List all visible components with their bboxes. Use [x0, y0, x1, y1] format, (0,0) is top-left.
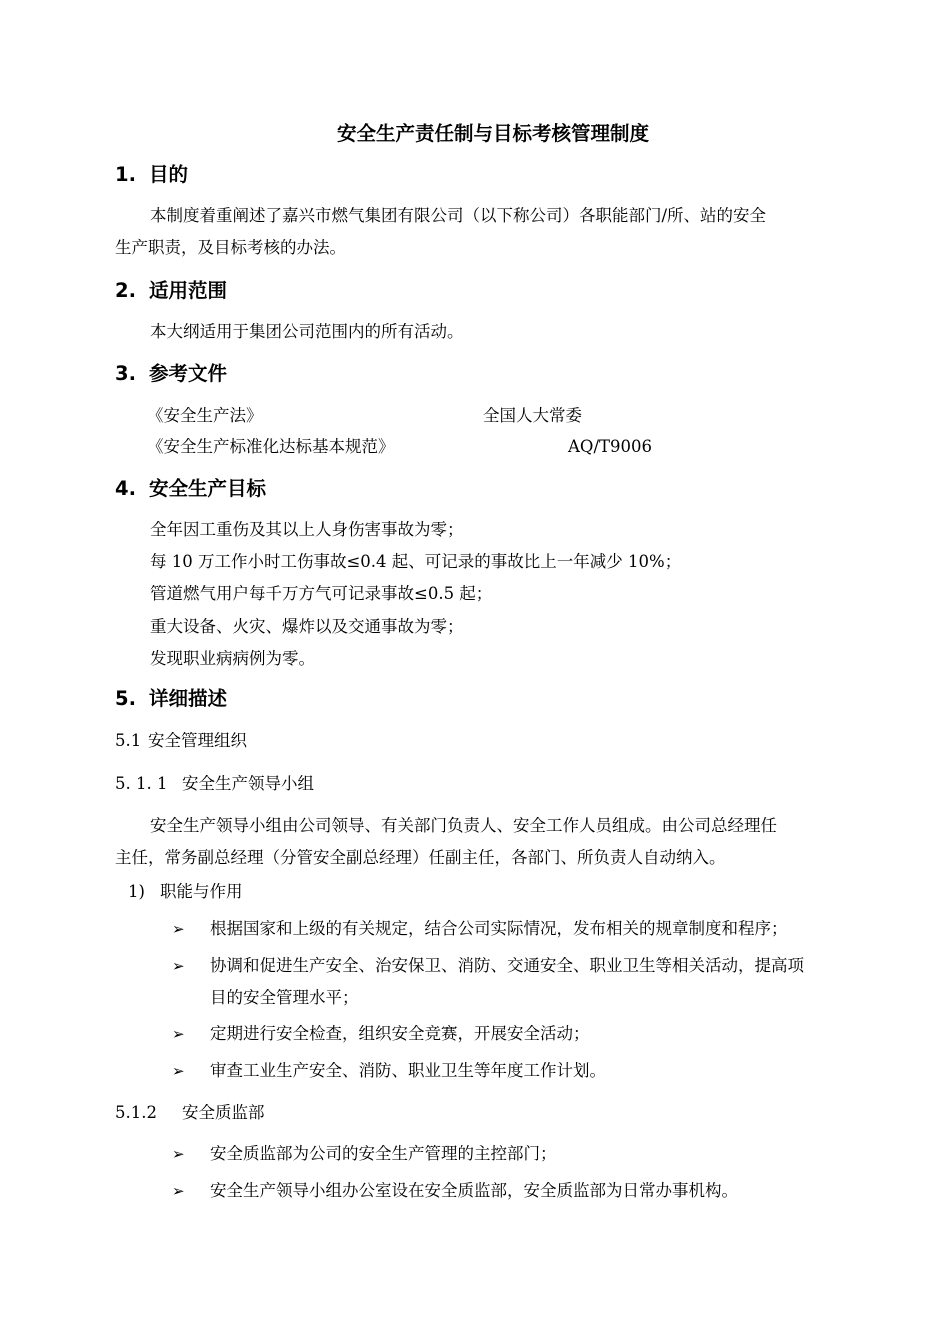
bullet-arrow-icon: ➢ — [172, 920, 185, 938]
reference-source: 全国人大常委 — [483, 406, 582, 425]
section-2-heading — [115, 281, 227, 301]
section-title: 安全生产目标 — [149, 477, 267, 500]
subsection-5-1-1-label: 安全生产领导小组 — [182, 774, 314, 793]
subsection-5-1-2-number: 5.1.2 — [115, 1103, 157, 1122]
subsection-5-1-number: 5.1 — [115, 731, 142, 750]
subsection-5-1-1-number: 5. 1. 1 — [115, 774, 168, 793]
bullet-arrow-icon: ➢ — [172, 1145, 185, 1163]
bullet-item: 协调和促进生产安全、治安保卫、消防、交通安全、职业卫生等相关活动，提高项 — [210, 956, 804, 975]
reference-source: AQ/T9006 — [568, 437, 652, 456]
list-number: 1) — [128, 882, 145, 901]
bullet-item: 审查工业生产安全、消防、职业卫生等年度工作计划。 — [210, 1061, 606, 1080]
document-title: 安全生产责任制与目标考核管理制度 — [336, 122, 649, 145]
section-title: 详细描述 — [149, 687, 228, 710]
bullet-arrow-icon: ➢ — [172, 957, 185, 975]
section-title: 适用范围 — [149, 279, 228, 302]
bullet-item-continuation: 目的安全管理水平； — [210, 988, 359, 1007]
subsection-5-1-1-paragraph-line2: 主任，常务副总经理（分管安全副总经理）任副主任，各部门、所负责人自动纳入。 — [115, 848, 726, 867]
bullet-arrow-icon: ➢ — [172, 1025, 185, 1043]
goal-item: 重大设备、火灾、爆炸以及交通事故为零； — [150, 617, 464, 636]
section-3-heading — [115, 364, 227, 384]
list-label: 职能与作用 — [160, 882, 243, 901]
goal-item: 全年因工重伤及其以上人身伤害事故为零； — [150, 520, 464, 539]
section-4-heading — [115, 479, 266, 499]
section-number: 3. — [115, 362, 136, 385]
subsection-5-1-1-paragraph-line1: 安全生产领导小组由公司领导、有关部门负责人、安全工作人员组成。由公司总经理任 — [150, 816, 777, 835]
bullet-arrow-icon: ➢ — [172, 1182, 185, 1200]
goal-item: 管道燃气用户每千万方气可记录事故≤0.5 起； — [150, 584, 493, 603]
reference-name: 《安全生产标准化达标基本规范》 — [147, 437, 395, 456]
section-1-paragraph-line1: 本制度着重阐述了嘉兴市燃气集团有限公司（以下称公司）各职能部门/所、站的安全 — [150, 206, 767, 225]
bullet-item: 安全生产领导小组办公室设在安全质监部，安全质监部为日常办事机构。 — [210, 1181, 738, 1200]
section-1-heading — [115, 165, 188, 185]
subsection-5-1-2-label: 安全质监部 — [182, 1103, 265, 1122]
bullet-item: 根据国家和上级的有关规定，结合公司实际情况，发布相关的规章制度和程序； — [210, 919, 788, 938]
section-number: 4. — [115, 477, 136, 500]
goal-item: 每 10 万工作小时工伤事故≤0.4 起、可记录的事故比上一年减少 10%； — [150, 552, 682, 571]
section-number: 1. — [115, 163, 136, 186]
section-2-paragraph: 本大纲适用于集团公司范围内的所有活动。 — [150, 322, 464, 341]
reference-name: 《安全生产法》 — [147, 406, 263, 425]
section-title: 目的 — [149, 163, 189, 186]
subsection-5-1-label: 安全管理组织 — [148, 731, 247, 750]
section-1-paragraph-line2: 生产职责，及目标考核的办法。 — [115, 238, 346, 257]
section-number: 5. — [115, 687, 136, 710]
bullet-item: 定期进行安全检查，组织安全竞赛，开展安全活动； — [210, 1024, 590, 1043]
section-5-heading — [115, 689, 227, 709]
section-title: 参考文件 — [149, 362, 228, 385]
goal-item: 发现职业病病例为零。 — [150, 649, 315, 668]
section-number: 2. — [115, 279, 136, 302]
bullet-arrow-icon: ➢ — [172, 1062, 185, 1080]
bullet-item: 安全质监部为公司的安全生产管理的主控部门； — [210, 1144, 557, 1163]
